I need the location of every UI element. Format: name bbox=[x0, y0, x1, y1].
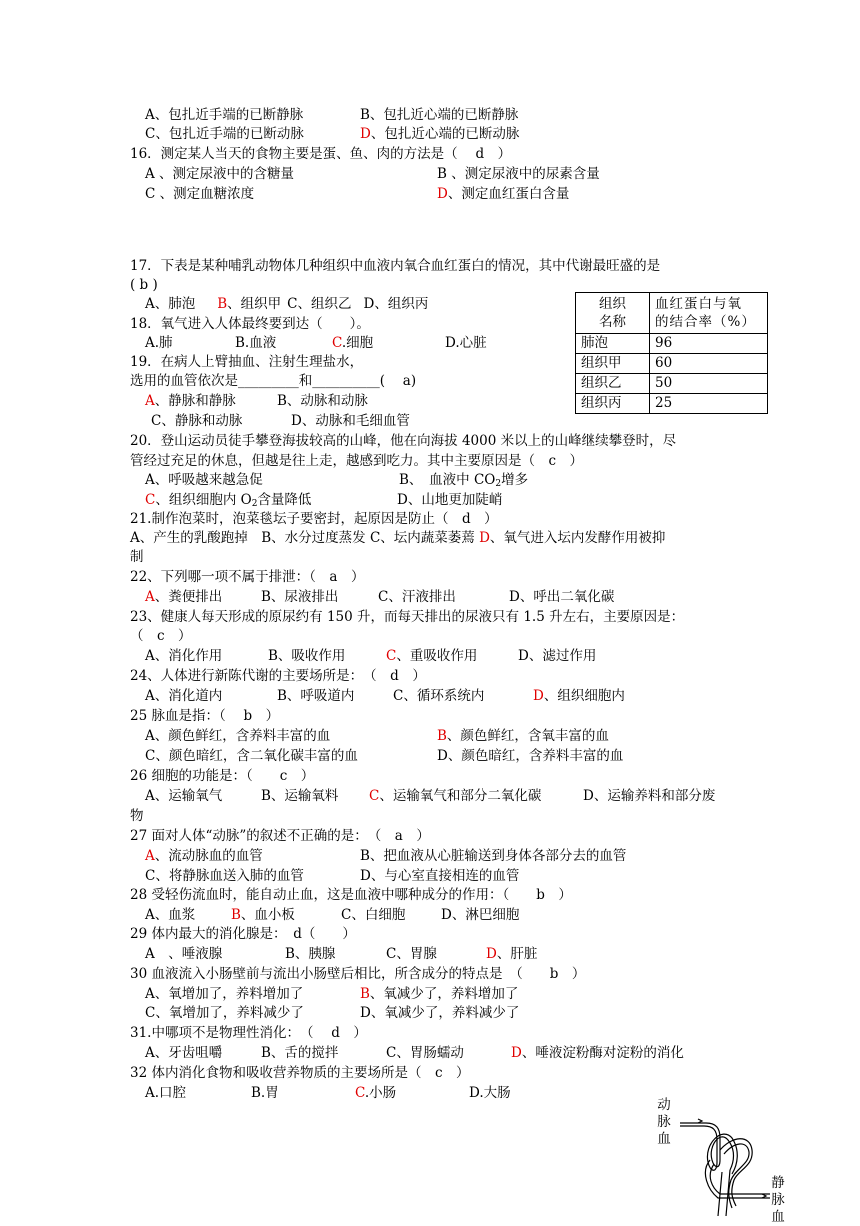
answer-marker: C bbox=[369, 788, 380, 804]
q18-stem: 18．氧气进入人体最终要到达（ ）。 bbox=[130, 316, 370, 332]
q19-option-b: B、动脉和动脉 bbox=[277, 393, 368, 409]
q27-option-a: A、流动脉血的血管 bbox=[145, 848, 263, 864]
table-header-rate: 血红蛋白与氧 的结合率（%） bbox=[650, 293, 768, 334]
q20-option-a: A、呼吸越来越急促 bbox=[145, 472, 263, 488]
answer-marker: D bbox=[511, 1045, 522, 1061]
q30-stem: 30 血液流入小肠壁前与流出小肠壁后相比，所含成分的特点是 （ b ） bbox=[130, 966, 586, 982]
answer-marker: D bbox=[479, 530, 490, 546]
q19-option-c: C、静脉和动脉 bbox=[151, 413, 243, 429]
q17-options: A、肺泡 B、组织甲 C、组织乙 D、组织丙 bbox=[145, 296, 429, 312]
q28-stem: 28 受轻伤流血时，能自动止血，这是血液中哪种成分的作用：（ b ） bbox=[130, 887, 572, 903]
q26-option-b: B、运输氧料 bbox=[261, 788, 339, 804]
table-row: 组织乙 50 bbox=[576, 374, 768, 394]
answer-marker: A bbox=[145, 393, 155, 409]
q17-stem: 17．下表是某种哺乳动物体几种组织中血液内氧合血红蛋白的情况，其中代谢最旺盛的是 bbox=[130, 258, 661, 274]
blood-vessel-diagram bbox=[670, 1110, 780, 1216]
q20-option-b: B、 血液中 $CO_2$增多 bbox=[399, 472, 529, 489]
q16-stem: 16．测定某人当天的食物主要是蛋、鱼、肉的方法是（ d ） bbox=[130, 146, 512, 162]
q19-stem-blanks: 选用的血管依次是_________和__________( a) bbox=[130, 373, 417, 389]
q23-option-d: D、滤过作用 bbox=[518, 648, 597, 664]
figure-label-vein: 静脉血 bbox=[771, 1175, 785, 1225]
q21-options-wrap: 制 bbox=[130, 549, 144, 565]
q29-option-c: C、胃腺 bbox=[386, 946, 437, 962]
answer-marker: C bbox=[386, 648, 397, 664]
answer-marker: D bbox=[437, 186, 448, 202]
q19-stem: 19．在病人上臂抽血、注射生理盐水， bbox=[130, 354, 364, 370]
q22-option-b: B、尿液排出 bbox=[261, 589, 339, 605]
q27-option-d: D、与心室直接相连的血管 bbox=[360, 868, 520, 884]
q20-stem: 20．登山运动员徒手攀登海拔较高的山峰，他在向海拔 4000 米以上的山峰继续攀登时，尽 bbox=[130, 433, 677, 449]
q21-stem: 21.制作泡菜时，泡菜毯坛子要密封，起原因是防止（ d ） bbox=[130, 511, 498, 527]
answer-marker: D bbox=[360, 126, 371, 142]
table-header-tissue: 组织 名称 bbox=[576, 293, 650, 334]
q29-stem: 29 体内最大的消化腺是： d（ ） bbox=[130, 926, 356, 942]
q25-stem: 25 脉血是指：（ b ） bbox=[130, 708, 280, 724]
q15-option-d: D、包扎近心端的已断动脉 bbox=[360, 126, 520, 142]
q25-option-b: B、颜色鲜红，含氧丰富的血 bbox=[437, 728, 609, 744]
q15-option-b: B、包扎近心端的已断静脉 bbox=[360, 107, 519, 123]
q30-option-d: D、氧减少了，养料减少了 bbox=[360, 1005, 520, 1021]
q23-option-c: C、重吸收作用 bbox=[386, 648, 478, 664]
q18-option-c: C.细胞 bbox=[332, 335, 374, 351]
q20-option-c: C、组织细胞内 $O_2$含量降低 bbox=[145, 492, 312, 509]
q22-option-c: C、汗液排出 bbox=[378, 589, 456, 605]
answer-marker: A bbox=[145, 589, 155, 605]
q31-option-c: C、胃肠蠕动 bbox=[386, 1045, 464, 1061]
q29-option-a: A 、唾液腺 bbox=[145, 946, 223, 962]
q26-option-c: C、运输氧气和部分二氧化碳 bbox=[369, 788, 542, 804]
q23-stem: 23、健康人每天形成的原尿约有 150 升，而每天排出的尿液只有 1.5 升左右，主要原因是： bbox=[130, 609, 685, 625]
q21-options: A、产生的乳酸跑掉 B、水分过度蒸发 C、坛内蔬菜萎蔫 D、氧气进入坛内发酵作用被抑 bbox=[130, 530, 666, 546]
q24-option-b: B、呼吸道内 bbox=[277, 688, 355, 704]
q16-option-d: D、测定血红蛋白含量 bbox=[437, 186, 570, 202]
q23-option-b: B、吸收作用 bbox=[268, 648, 346, 664]
q22-stem: 22、下列哪一项不属于排泄：（ a ） bbox=[130, 569, 365, 585]
q17-stem-answer: ( b ) bbox=[130, 277, 158, 293]
q19-option-d: D、动脉和毛细血管 bbox=[291, 413, 410, 429]
q31-stem: 31.中哪项不是物理性消化： （ d ） bbox=[130, 1025, 367, 1041]
q29-option-b: B、胰腺 bbox=[285, 946, 336, 962]
answer-marker: D bbox=[486, 946, 497, 962]
q27-stem: 27 面对人体“动脉”的叙述不正确的是： （ a ） bbox=[130, 828, 430, 844]
q31-option-b: B、舌的搅拌 bbox=[261, 1045, 339, 1061]
q28-option-d: D、淋巴细胞 bbox=[441, 907, 520, 923]
q23-option-a: A、消化作用 bbox=[145, 648, 223, 664]
q24-option-c: C、循环系统内 bbox=[393, 688, 485, 704]
q30-option-a: A、氧增加了，养料增加了 bbox=[145, 986, 304, 1002]
q25-option-c: C、颜色暗红，含二氧化碳丰富的血 bbox=[145, 748, 358, 764]
q19-option-a: A、静脉和静脉 bbox=[145, 393, 236, 409]
table-row: 肺泡 96 bbox=[576, 334, 768, 354]
q22-option-a: A、粪便排出 bbox=[145, 589, 223, 605]
q30-option-c: C、氧增加了，养料减少了 bbox=[145, 1005, 304, 1021]
q32-option-b: B.胃 bbox=[251, 1085, 279, 1101]
q28-option-b: B、血小板 bbox=[231, 907, 295, 923]
q30-option-b: B、氧减少了，养料增加了 bbox=[360, 986, 519, 1002]
answer-marker: C bbox=[145, 492, 156, 508]
oxygen-binding-table bbox=[575, 292, 768, 414]
q26-stem: 26 细胞的功能是：（ c ） bbox=[130, 768, 315, 784]
q25-option-d: D、颜色暗红，含养料丰富的血 bbox=[437, 748, 624, 764]
q20-stem-cont: 管经过充足的休息，但越是往上走，越感到吃力。其中主要原因是（ c ） bbox=[130, 453, 584, 469]
answer-marker: D bbox=[533, 688, 544, 704]
q22-option-d: D、呼出二氧化碳 bbox=[509, 589, 615, 605]
q18-option-b: B.血液 bbox=[235, 335, 277, 351]
q27-option-b: B、把血液从心脏输送到身体各部分去的血管 bbox=[360, 848, 627, 864]
q18-option-a: A.肺 bbox=[145, 335, 173, 351]
q16-option-a: A 、测定尿液中的含糖量 bbox=[145, 166, 295, 182]
answer-marker: C bbox=[355, 1085, 365, 1101]
answer-marker: B bbox=[360, 986, 370, 1002]
q32-option-c: C.小肠 bbox=[355, 1085, 397, 1101]
q15-option-a: A、包扎近手端的已断静脉 bbox=[145, 107, 304, 123]
figure-label-artery: 动脉血 bbox=[657, 1097, 671, 1147]
q24-stem: 24、人体进行新陈代谢的主要场所是： （ d ） bbox=[130, 668, 426, 684]
answer-marker: C bbox=[332, 335, 342, 351]
q32-option-a: A.口腔 bbox=[145, 1085, 187, 1101]
q26-option-a: A、运输氧气 bbox=[145, 788, 223, 804]
q26-option-d-wrap: 物 bbox=[130, 808, 144, 824]
q28-option-c: C、白细胞 bbox=[341, 907, 406, 923]
q23-stem-answer: （ c ） bbox=[130, 628, 192, 644]
q16-option-b: B 、测定尿液中的尿素含量 bbox=[437, 166, 600, 182]
q32-stem: 32 体内消化食物和吸收营养物质的主要场所是（ c ） bbox=[130, 1065, 470, 1081]
q29-option-d: D、肝脏 bbox=[486, 946, 538, 962]
q18-option-d: D.心脏 bbox=[445, 335, 487, 351]
answer-marker: B bbox=[231, 907, 241, 923]
q32-option-d: D.大肠 bbox=[469, 1085, 511, 1101]
answer-marker: B bbox=[437, 728, 447, 744]
q31-option-a: A、牙齿咀嚼 bbox=[145, 1045, 223, 1061]
q25-option-a: A、颜色鲜红，含养料丰富的血 bbox=[145, 728, 331, 744]
table-row: 组织丙 25 bbox=[576, 394, 768, 414]
answer-marker: A bbox=[145, 848, 155, 864]
q31-option-d: D、唾液淀粉酶对淀粉的消化 bbox=[511, 1045, 684, 1061]
table-row: 组织甲 60 bbox=[576, 354, 768, 374]
q26-option-d: D、运输养料和部分废 bbox=[583, 788, 716, 804]
q15-option-c: C、包扎近手端的已断动脉 bbox=[145, 126, 304, 142]
q28-option-a: A、血浆 bbox=[145, 907, 196, 923]
q27-option-c: C、将静脉血送入肺的血管 bbox=[145, 868, 304, 884]
answer-marker: B bbox=[217, 296, 228, 312]
q16-option-c: C 、测定血糖浓度 bbox=[145, 186, 255, 202]
q24-option-d: D、组织细胞内 bbox=[533, 688, 625, 704]
q20-option-d: D、山地更加陡峭 bbox=[397, 492, 503, 508]
table-header-row bbox=[576, 293, 768, 334]
q24-option-a: A、消化道内 bbox=[145, 688, 223, 704]
